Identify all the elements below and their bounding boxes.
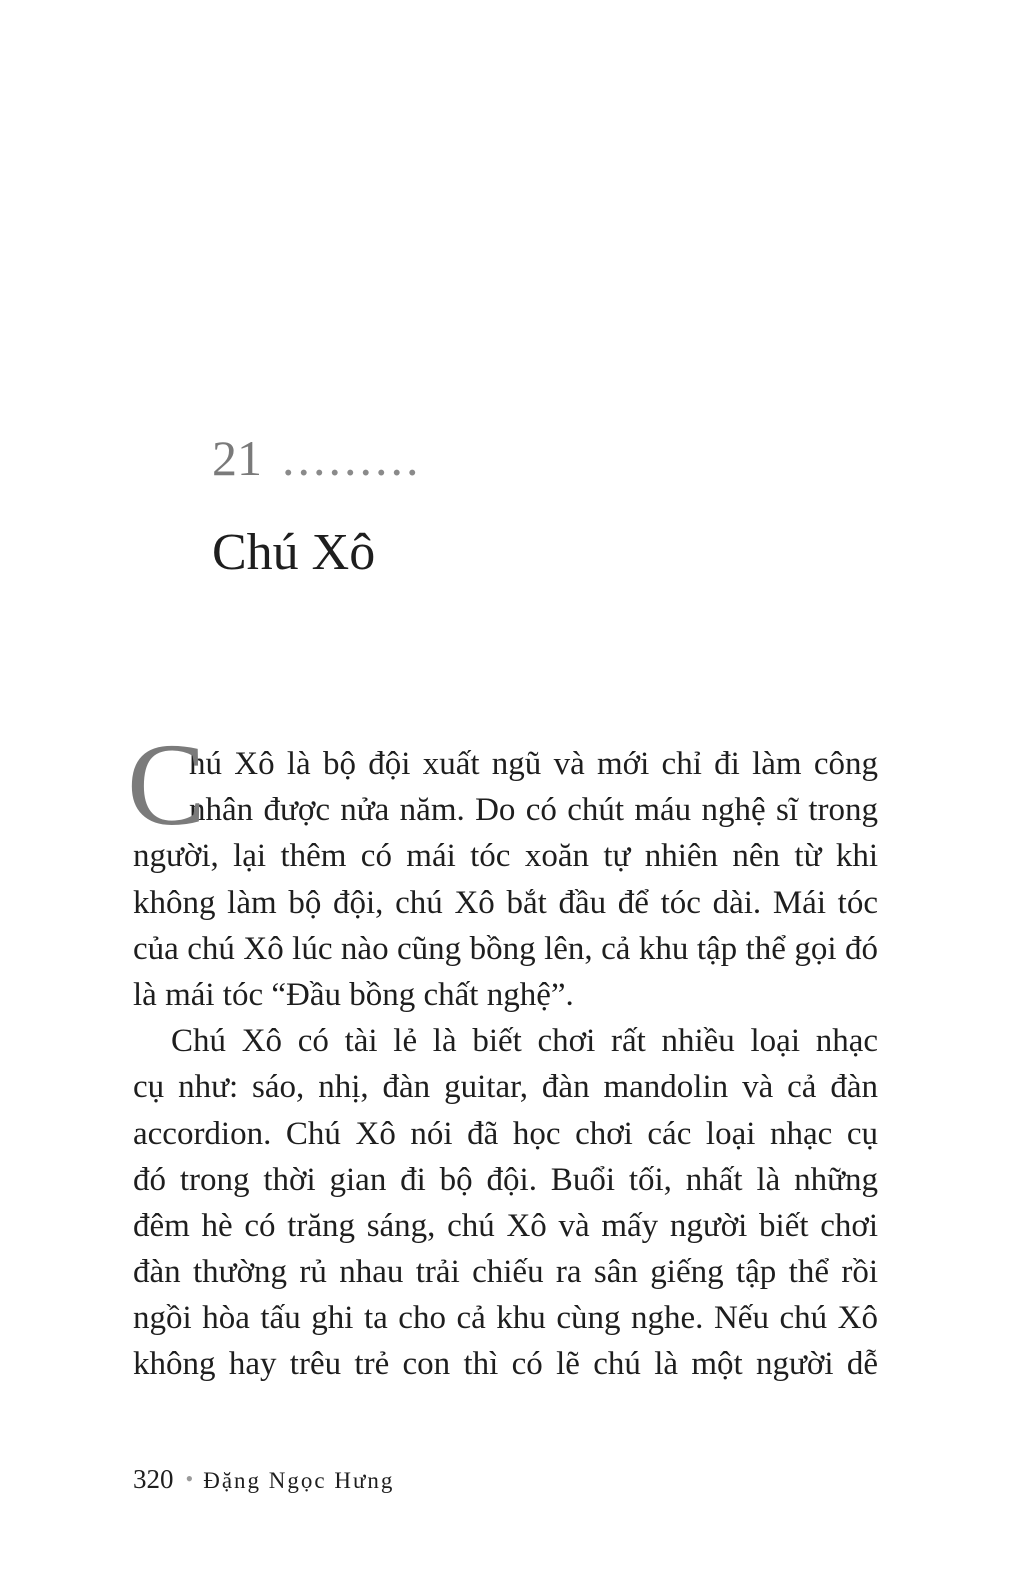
text-line: ngồi hòa tấu ghi ta cho cả khu cùng nghe. Nếu chú Xô: [133, 1300, 878, 1337]
text-line: không làm bộ đội, chú Xô bắt đầu để tóc dài. Mái tóc: [133, 884, 878, 921]
text-line: cụ như: sáo, nhị, đàn guitar, đàn mandolin và cả đàn: [133, 1069, 878, 1106]
chapter-leader-dots: .........: [282, 430, 422, 486]
text-line: đêm hè có trăng sáng, chú Xô và mấy người biết chơi: [133, 1207, 878, 1244]
text-line: accordion. Chú Xô nói đã học chơi các loại nhạc cụ: [133, 1115, 878, 1152]
drop-cap: C: [127, 719, 206, 850]
text-line: đàn thường rủ nhau trải chiếu ra sân giếng tập thể rồi: [133, 1254, 878, 1291]
author-name: Đặng Ngọc Hưng: [203, 1468, 395, 1493]
chapter-title: Chú Xô: [212, 524, 376, 581]
page-number: 320: [133, 1464, 174, 1494]
bullet-separator-icon: •: [185, 1466, 194, 1491]
text-line: của chú Xô lúc nào cũng bồng lên, cả khu tập thể gọi đó: [133, 930, 878, 967]
body-text: [127, 719, 878, 1388]
text-line: là mái tóc “Đầu bồng chất nghệ”.: [133, 976, 574, 1013]
chapter-number: 21: [212, 430, 262, 486]
page-footer: [133, 1462, 394, 1498]
text-line: người, lại thêm có mái tóc xoăn tự nhiên nên từ khi: [133, 838, 878, 875]
paragraph-1: [127, 719, 878, 1018]
text-line: nhân được nửa năm. Do có chút máu nghệ sĩ trong: [189, 792, 878, 829]
text-line: không hay trêu trẻ con thì có lẽ chú là một người dễ: [133, 1346, 878, 1383]
text-line: Chú Xô có tài lẻ là biết chơi rất nhiều loại nhạc: [171, 1023, 878, 1060]
text-line: đó trong thời gian đi bộ đội. Buổi tối, nhất là những: [133, 1161, 878, 1198]
paragraph-2: [133, 1018, 878, 1388]
text-line: hú Xô là bộ đội xuất ngũ và mới chỉ đi làm công: [189, 746, 878, 782]
